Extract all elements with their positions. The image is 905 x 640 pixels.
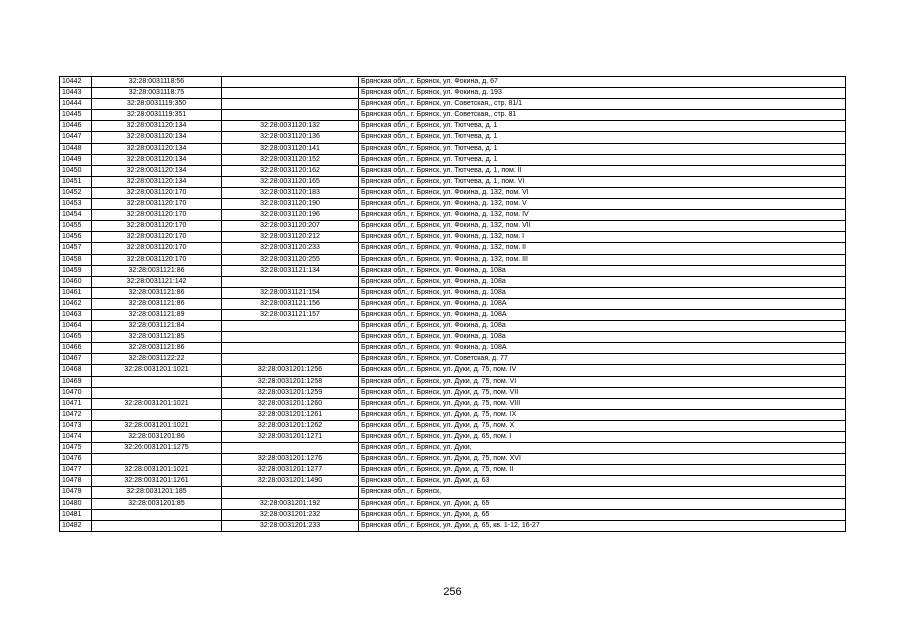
table-row xyxy=(60,520,846,531)
table-row xyxy=(60,265,846,276)
cadastral-number-cell: 32:28:0031201:1021 xyxy=(92,398,222,409)
table-row xyxy=(60,121,846,132)
premises-cadastral-number-cell: 32:28:0031201:1256 xyxy=(222,365,359,376)
row-number-cell: 10457 xyxy=(60,243,92,254)
table-row xyxy=(60,88,846,99)
premises-cadastral-number-cell: 32:28:0031120:136 xyxy=(222,132,359,143)
cadastral-number-cell: 32:28:0031120:134 xyxy=(92,154,222,165)
row-number-cell: 10459 xyxy=(60,265,92,276)
address-cell: Брянская обл., г. Брянск, ул. Фокина, д. 108а xyxy=(359,332,846,343)
address-cell: Брянская обл., г. Брянск, ул. Фокина, д. 108а xyxy=(359,287,846,298)
row-number-cell: 10478 xyxy=(60,476,92,487)
address-cell: Брянская обл., г. Брянск, ул. Фокина, д. 193 xyxy=(359,88,846,99)
cadastral-number-cell: 32:28:0031120:170 xyxy=(92,199,222,210)
address-cell: Брянская обл., г. Брянск, ул. Тютчева, д. 1 xyxy=(359,154,846,165)
table-row xyxy=(60,210,846,221)
address-cell: Брянская обл., г. Брянск, ул. Фокина, д. 132, пом. V xyxy=(359,199,846,210)
cadastral-number-cell xyxy=(92,387,222,398)
table-row xyxy=(60,498,846,509)
table-row xyxy=(60,420,846,431)
table-row xyxy=(60,276,846,287)
address-cell: Брянская обл., г. Брянск, ул. Советская, д. 77 xyxy=(359,354,846,365)
address-cell: Брянская обл., г. Брянск, ул. Дуки, д. 65 xyxy=(359,498,846,509)
address-cell: Брянская обл., г. Брянск, ул. Фокина, д. 132, пом. III xyxy=(359,254,846,265)
cadastral-number-cell xyxy=(92,409,222,420)
row-number-cell: 10446 xyxy=(60,121,92,132)
row-number-cell: 10452 xyxy=(60,187,92,198)
address-cell: Брянская обл., г. Брянск, ул. Дуки, д. 75, пом. XVI xyxy=(359,454,846,465)
row-number-cell: 10448 xyxy=(60,143,92,154)
address-cell: Брянская обл., г. Брянск, ул. Советская,, стр. 81 xyxy=(359,110,846,121)
cadastral-number-cell: 32:28:0031120:134 xyxy=(92,132,222,143)
table-row xyxy=(60,232,846,243)
cadastral-number-cell xyxy=(92,509,222,520)
table-row xyxy=(60,77,846,88)
cadastral-number-cell: 32:28:0031121:86 xyxy=(92,298,222,309)
table-row xyxy=(60,309,846,320)
address-cell: Брянская обл., г. Брянск, ул. Дуки, д. 75, пом. X xyxy=(359,420,846,431)
row-number-cell: 10464 xyxy=(60,321,92,332)
table-row xyxy=(60,254,846,265)
cadastral-number-cell: 32:28:0031121:84 xyxy=(92,321,222,332)
cadastral-number-cell: 32:28:0031118:75 xyxy=(92,88,222,99)
cadastral-number-cell: 32:28:0031120:170 xyxy=(92,254,222,265)
table-row xyxy=(60,443,846,454)
table-row xyxy=(60,99,846,110)
cadastral-number-cell: 32:28:0031122:22 xyxy=(92,354,222,365)
row-number-cell: 10450 xyxy=(60,165,92,176)
row-number-cell: 10453 xyxy=(60,199,92,210)
row-number-cell: 10451 xyxy=(60,176,92,187)
cadastral-number-cell: 32:28:0031121:86 xyxy=(92,343,222,354)
cadastral-number-cell: 32:28:0031201:86 xyxy=(92,432,222,443)
page-number: 256 xyxy=(443,586,462,598)
cadastral-number-cell: 32:28:0031120:170 xyxy=(92,243,222,254)
table-row xyxy=(60,365,846,376)
cadastral-number-cell: 32:28:0031121:89 xyxy=(92,309,222,320)
row-number-cell: 10463 xyxy=(60,309,92,320)
address-cell: Брянская обл., г. Брянск, ул. Фокина, д. 132, пом. VI xyxy=(359,187,846,198)
table-row xyxy=(60,221,846,232)
table-row xyxy=(60,354,846,365)
premises-cadastral-number-cell: 32:28:0031120:207 xyxy=(222,221,359,232)
row-number-cell: 10460 xyxy=(60,276,92,287)
premises-cadastral-number-cell: 32:28:0031120:165 xyxy=(222,176,359,187)
premises-cadastral-number-cell: 32:28:0031120:212 xyxy=(222,232,359,243)
cadastral-number-cell: 32:28:0031119:351 xyxy=(92,110,222,121)
registry-table-body xyxy=(60,77,846,532)
premises-cadastral-number-cell xyxy=(222,443,359,454)
premises-cadastral-number-cell: 32:28:0031120:190 xyxy=(222,199,359,210)
premises-cadastral-number-cell xyxy=(222,99,359,110)
premises-cadastral-number-cell xyxy=(222,332,359,343)
premises-cadastral-number-cell xyxy=(222,343,359,354)
premises-cadastral-number-cell: 32:28:0031120:141 xyxy=(222,143,359,154)
cadastral-number-cell: 32:28:0031120:134 xyxy=(92,165,222,176)
table-row xyxy=(60,332,846,343)
row-number-cell: 10443 xyxy=(60,88,92,99)
cadastral-number-cell: 32:28:0031120:134 xyxy=(92,143,222,154)
address-cell: Брянская обл., г. Брянск, ул. Фокина, д. 108А xyxy=(359,343,846,354)
address-cell: Брянская обл., г. Брянск, ул. Тютчева, д. 1 xyxy=(359,143,846,154)
table-row xyxy=(60,343,846,354)
premises-cadastral-number-cell xyxy=(222,321,359,332)
premises-cadastral-number-cell: 32:28:0031120:233 xyxy=(222,243,359,254)
cadastral-number-cell: 32:28:0031120:134 xyxy=(92,176,222,187)
row-number-cell: 10447 xyxy=(60,132,92,143)
row-number-cell: 10444 xyxy=(60,99,92,110)
row-number-cell: 10458 xyxy=(60,254,92,265)
address-cell: Брянская обл., г. Брянск, ул. Дуки, д. 65, кв. 1-12, 16-27 xyxy=(359,520,846,531)
row-number-cell: 10445 xyxy=(60,110,92,121)
table-row xyxy=(60,199,846,210)
address-cell: Брянская обл., г. Брянск, ул. Дуки, д. 75, пом. VII xyxy=(359,387,846,398)
row-number-cell: 10449 xyxy=(60,154,92,165)
address-cell: Брянская обл., г. Брянск, ул. Дуки, д. 75, пом. VI xyxy=(359,376,846,387)
address-cell: Брянская обл., г. Брянск, ул. Дуки, д. 75, пом. IV xyxy=(359,365,846,376)
table-row xyxy=(60,110,846,121)
premises-cadastral-number-cell: 32:28:0031120:132 xyxy=(222,121,359,132)
premises-cadastral-number-cell: 32:28:0031120:183 xyxy=(222,187,359,198)
row-number-cell: 10481 xyxy=(60,509,92,520)
row-number-cell: 10471 xyxy=(60,398,92,409)
cadastral-number-cell: 32:28:0031201:185 xyxy=(92,487,222,498)
row-number-cell: 10473 xyxy=(60,420,92,431)
address-cell: Брянская обл., г. Брянск, ул. Дуки, д. 63 xyxy=(359,476,846,487)
row-number-cell: 10480 xyxy=(60,498,92,509)
premises-cadastral-number-cell: 32:28:0031201:1490 xyxy=(222,476,359,487)
table-row xyxy=(60,287,846,298)
premises-cadastral-number-cell: 32:28:0031120:196 xyxy=(222,210,359,221)
table-row xyxy=(60,465,846,476)
cadastral-number-cell xyxy=(92,454,222,465)
address-cell: Брянская обл., г. Брянск, ул. Дуки, д. 75, пом. II xyxy=(359,465,846,476)
row-number-cell: 10466 xyxy=(60,343,92,354)
cadastral-number-cell: 32:28:0031120:170 xyxy=(92,221,222,232)
cadastral-number-cell: 32:28:0031201:1021 xyxy=(92,465,222,476)
premises-cadastral-number-cell: 32:28:0031120:255 xyxy=(222,254,359,265)
address-cell: Брянская обл., г. Брянск, ул. Дуки, д. 75, пом. VIII xyxy=(359,398,846,409)
premises-cadastral-number-cell: 32:28:0031120:152 xyxy=(222,154,359,165)
premises-cadastral-number-cell: 32:28:0031201:1261 xyxy=(222,409,359,420)
row-number-cell: 10474 xyxy=(60,432,92,443)
row-number-cell: 10482 xyxy=(60,520,92,531)
premises-cadastral-number-cell: 32:28:0031201:1277 xyxy=(222,465,359,476)
address-cell: Брянская обл., г. Брянск, ул. Фокина, д. 108а xyxy=(359,276,846,287)
table-row xyxy=(60,487,846,498)
address-cell: Брянская обл., г. Брянск, ул. Тютчева, д. 1, пом. II xyxy=(359,165,846,176)
cadastral-number-cell: 32:28:0031120:134 xyxy=(92,121,222,132)
cadastral-number-cell: 32:28:0031119:350 xyxy=(92,99,222,110)
address-cell: Брянская обл., г. Брянск, ул. Дуки, д. 65 xyxy=(359,509,846,520)
table-row xyxy=(60,243,846,254)
table-row xyxy=(60,454,846,465)
cadastral-number-cell: 32:28:0031120:170 xyxy=(92,210,222,221)
cadastral-number-cell: 32:28:0031118:56 xyxy=(92,77,222,88)
premises-cadastral-number-cell: 32:28:0031201:232 xyxy=(222,509,359,520)
address-cell: Брянская обл., г. Брянск, ул. Дуки, д. 75, пом. IX xyxy=(359,409,846,420)
address-cell: Брянская обл., г. Брянск, ул. Фокина, д. 108а xyxy=(359,321,846,332)
row-number-cell: 10456 xyxy=(60,232,92,243)
cadastral-number-cell xyxy=(92,520,222,531)
address-cell: Брянская обл., г. Брянск, ул. Дуки, xyxy=(359,443,846,454)
table-row xyxy=(60,165,846,176)
table-row xyxy=(60,176,846,187)
cadastral-number-cell: 32:28:0031201:1021 xyxy=(92,420,222,431)
cadastral-number-cell: 32:26:0031201:1275 xyxy=(92,443,222,454)
premises-cadastral-number-cell: 32:28:0031201:192 xyxy=(222,498,359,509)
row-number-cell: 10472 xyxy=(60,409,92,420)
premises-cadastral-number-cell xyxy=(222,110,359,121)
premises-cadastral-number-cell: 32:28:0031121:154 xyxy=(222,287,359,298)
table-row xyxy=(60,376,846,387)
table-row xyxy=(60,298,846,309)
premises-cadastral-number-cell: 32:28:0031201:1262 xyxy=(222,420,359,431)
row-number-cell: 10462 xyxy=(60,298,92,309)
address-cell: Брянская обл., г. Брянск, ул. Советская,, стр. 81/1 xyxy=(359,99,846,110)
property-registry-table xyxy=(59,76,846,532)
address-cell: Брянская обл., г. Брянск, ул. Фокина, д. 132, пом. IV xyxy=(359,210,846,221)
row-number-cell: 10467 xyxy=(60,354,92,365)
cadastral-number-cell: 32:28:0031201:1261 xyxy=(92,476,222,487)
table-row xyxy=(60,132,846,143)
premises-cadastral-number-cell: 32:28:0031121:134 xyxy=(222,265,359,276)
cadastral-number-cell: 32:28:0031121:86 xyxy=(92,265,222,276)
table-row xyxy=(60,476,846,487)
address-cell: Брянская обл., г. Брянск, ул. Фокина, д. 132, пом. II xyxy=(359,243,846,254)
address-cell: Брянская обл., г. Брянск, xyxy=(359,487,846,498)
premises-cadastral-number-cell: 32:28:0031201:1271 xyxy=(222,432,359,443)
address-cell: Брянская обл., г. Брянск, ул. Фокина, д. 132, пом. I xyxy=(359,232,846,243)
premises-cadastral-number-cell: 32:28:0031201:1258 xyxy=(222,376,359,387)
cadastral-number-cell: 32:28:0031121:142 xyxy=(92,276,222,287)
table-row xyxy=(60,387,846,398)
cadastral-number-cell: 32:28:0031201:85 xyxy=(92,498,222,509)
row-number-cell: 10470 xyxy=(60,387,92,398)
table-row xyxy=(60,143,846,154)
premises-cadastral-number-cell: 32:28:0031201:233 xyxy=(222,520,359,531)
address-cell: Брянская обл., г. Брянск, ул. Тютчева, д. 1 xyxy=(359,132,846,143)
cadastral-number-cell: 32:28:0031121:85 xyxy=(92,332,222,343)
address-cell: Брянская обл., г. Брянск, ул. Тютчева, д. 1 xyxy=(359,121,846,132)
row-number-cell: 10469 xyxy=(60,376,92,387)
address-cell: Брянская обл., г. Брянск, ул. Дуки, д. 65, пом. I xyxy=(359,432,846,443)
cadastral-number-cell xyxy=(92,376,222,387)
premises-cadastral-number-cell: 32:28:0031121:156 xyxy=(222,298,359,309)
address-cell: Брянская обл., г. Брянск, ул. Фокина, д. 67 xyxy=(359,77,846,88)
premises-cadastral-number-cell: 32:28:0031121:157 xyxy=(222,309,359,320)
row-number-cell: 10442 xyxy=(60,77,92,88)
row-number-cell: 10476 xyxy=(60,454,92,465)
cadastral-number-cell: 32:28:0031121:86 xyxy=(92,287,222,298)
address-cell: Брянская обл., г. Брянск, ул. Фокина, д. 108А xyxy=(359,309,846,320)
address-cell: Брянская обл., г. Брянск, ул. Тютчева, д. 1, пом. VI xyxy=(359,176,846,187)
premises-cadastral-number-cell: 32:28:0031201:1276 xyxy=(222,454,359,465)
premises-cadastral-number-cell: 32:28:0031201:1260 xyxy=(222,398,359,409)
premises-cadastral-number-cell xyxy=(222,88,359,99)
address-cell: Брянская обл., г. Брянск, ул. Фокина, д. 108а xyxy=(359,265,846,276)
address-cell: Брянская обл., г. Брянск, ул. Фокина, д. 132, пом. VII xyxy=(359,221,846,232)
table-row xyxy=(60,398,846,409)
table-row xyxy=(60,154,846,165)
cadastral-number-cell: 32:28:0031120:170 xyxy=(92,187,222,198)
row-number-cell: 10479 xyxy=(60,487,92,498)
table-row xyxy=(60,509,846,520)
table-row xyxy=(60,321,846,332)
premises-cadastral-number-cell xyxy=(222,77,359,88)
row-number-cell: 10455 xyxy=(60,221,92,232)
premises-cadastral-number-cell xyxy=(222,276,359,287)
cadastral-number-cell: 32:28:0031120:170 xyxy=(92,232,222,243)
table-row xyxy=(60,187,846,198)
row-number-cell: 10477 xyxy=(60,465,92,476)
premises-cadastral-number-cell xyxy=(222,354,359,365)
address-cell: Брянская обл., г. Брянск, ул. Фокина, д. 108А xyxy=(359,298,846,309)
row-number-cell: 10468 xyxy=(60,365,92,376)
cadastral-number-cell: 32:28:0031201:1021 xyxy=(92,365,222,376)
row-number-cell: 10465 xyxy=(60,332,92,343)
row-number-cell: 10454 xyxy=(60,210,92,221)
row-number-cell: 10475 xyxy=(60,443,92,454)
premises-cadastral-number-cell: 32:28:0031120:162 xyxy=(222,165,359,176)
premises-cadastral-number-cell xyxy=(222,487,359,498)
premises-cadastral-number-cell: 32:28:0031201:1259 xyxy=(222,387,359,398)
table-row xyxy=(60,409,846,420)
row-number-cell: 10461 xyxy=(60,287,92,298)
table-row xyxy=(60,432,846,443)
